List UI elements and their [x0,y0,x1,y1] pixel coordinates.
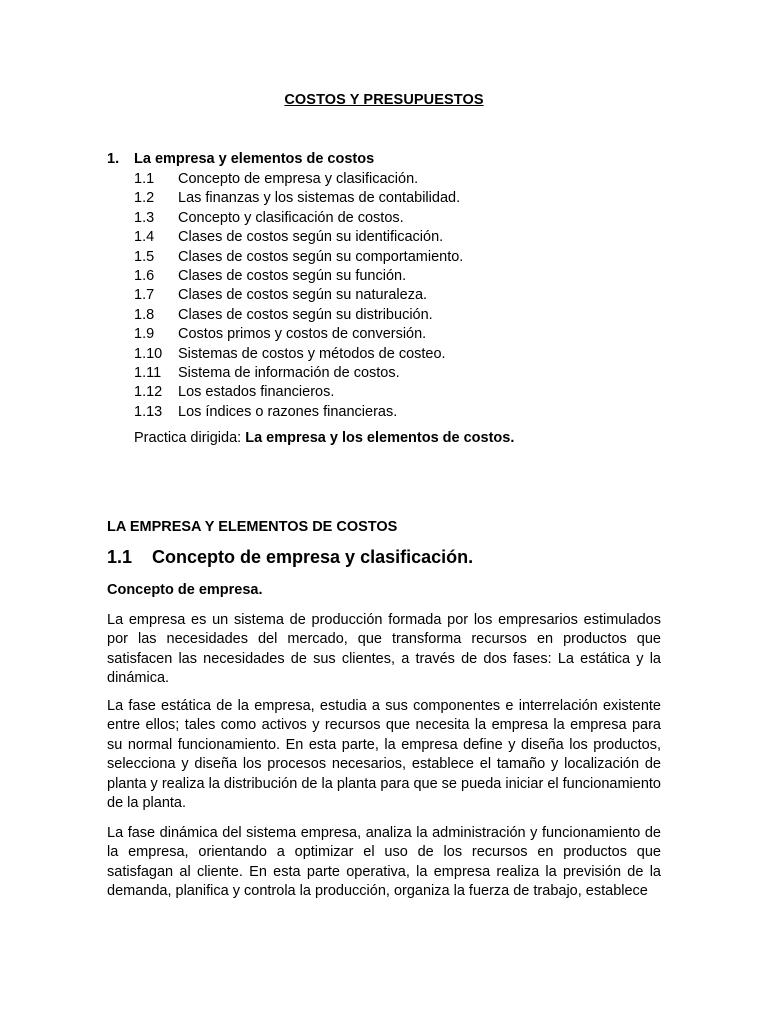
toc-item-label: Sistemas de costos y métodos de costeo. [178,345,446,362]
toc-heading-text: La empresa y elementos de costos [134,151,375,167]
toc-item [134,345,463,364]
toc-item-number: 1.9 [134,326,155,343]
document-title: COSTOS Y PRESUPUESTOS [284,92,484,108]
toc-item-number: 1.5 [134,248,155,265]
toc-item-number: 1.8 [134,306,155,323]
subsection-number: 1.1 [107,547,133,567]
toc-item-label: Clases de costos según su naturaleza. [178,287,428,304]
toc-item [134,267,463,286]
toc-item-label: Los índices o razones financieras. [178,403,398,420]
concept-heading: Concepto de empresa. [107,582,263,598]
toc-item-number: 1.1 [134,171,155,187]
toc-item [134,306,463,325]
toc-item-number: 1.4 [134,229,155,246]
toc-item-label: Sistema de información de costos. [178,364,400,381]
toc-item-label: Las finanzas y los sistemas de contabilidad. [178,190,461,207]
toc-item-number: 1.7 [134,287,155,304]
toc-item [134,228,463,247]
toc-item-label: Concepto y clasificación de costos. [178,209,404,226]
toc-item [134,403,463,422]
toc-item [134,383,463,402]
toc-item-number: 1.6 [134,267,155,284]
toc-item-label: Clases de costos según su función. [178,267,407,284]
toc-item-label: Clases de costos según su distribución. [178,306,433,323]
toc-item-number: 1.10 [134,345,163,362]
toc-item [134,364,463,383]
subsection-heading [107,547,473,568]
toc-item [134,325,463,344]
toc-list [134,170,463,422]
section-heading: LA EMPRESA Y ELEMENTOS DE COSTOS [107,519,398,535]
toc-item [134,248,463,267]
toc-item-label: Clases de costos según su comportamiento. [178,248,464,265]
body-paragraph: La fase estática de la empresa, estudia a sus componentes e interrelación existente entre ellos; tales como activos y recursos que necesita la empresa la empresa para su normal funcionamiento. En esta parte, la empresa define y diseña los productos, selecciona y diseña los procesos necesarios, establece el tamaño y localización de planta y realiza la distribución de la planta para que se pueda iniciar el funcionamiento de la planta. [107,698,661,812]
toc-item-number: 1.13 [134,403,163,420]
toc-item [134,209,463,228]
toc-item-label: Los estados financieros. [178,384,335,401]
practice-prefix: Practica dirigida: [134,430,246,446]
body-paragraph: La fase dinámica del sistema empresa, analiza la administración y funcionamiento de la empresa, orientando a optimizar el uso de los recursos en productos que satisfagan al cliente. En esta parte operativa, la empresa realiza la previsión de la demanda, planifica y controla la producción, organiza la fuerza de trabajo, establece [107,825,661,900]
toc-item-number: 1.2 [134,190,155,207]
toc-item-label: Concepto de empresa y clasificación. [178,171,419,187]
toc-item-number: 1.3 [134,209,155,226]
toc-item [134,286,463,305]
practice-line [134,430,514,446]
toc-item-label: Clases de costos según su identificación. [178,229,444,246]
toc-heading [107,151,374,167]
toc-item [134,170,463,189]
toc-heading-number: 1. [107,151,120,167]
subsection-title: Concepto de empresa y clasificación. [152,547,474,567]
toc-item [134,189,463,208]
toc-item-number: 1.11 [134,364,162,381]
practice-title: La empresa y los elementos de costos. [245,430,515,446]
toc-item-label: Costos primos y costos de conversión. [178,326,427,343]
body-paragraph: La empresa es un sistema de producción formada por los empresarios estimulados por las necesidades del mercado, que transforma recursos en productos que satisfacen las necesidades de sus clientes, a través de dos fases: La estática y la dinámica. [107,612,661,687]
toc-item-number: 1.12 [134,384,163,401]
